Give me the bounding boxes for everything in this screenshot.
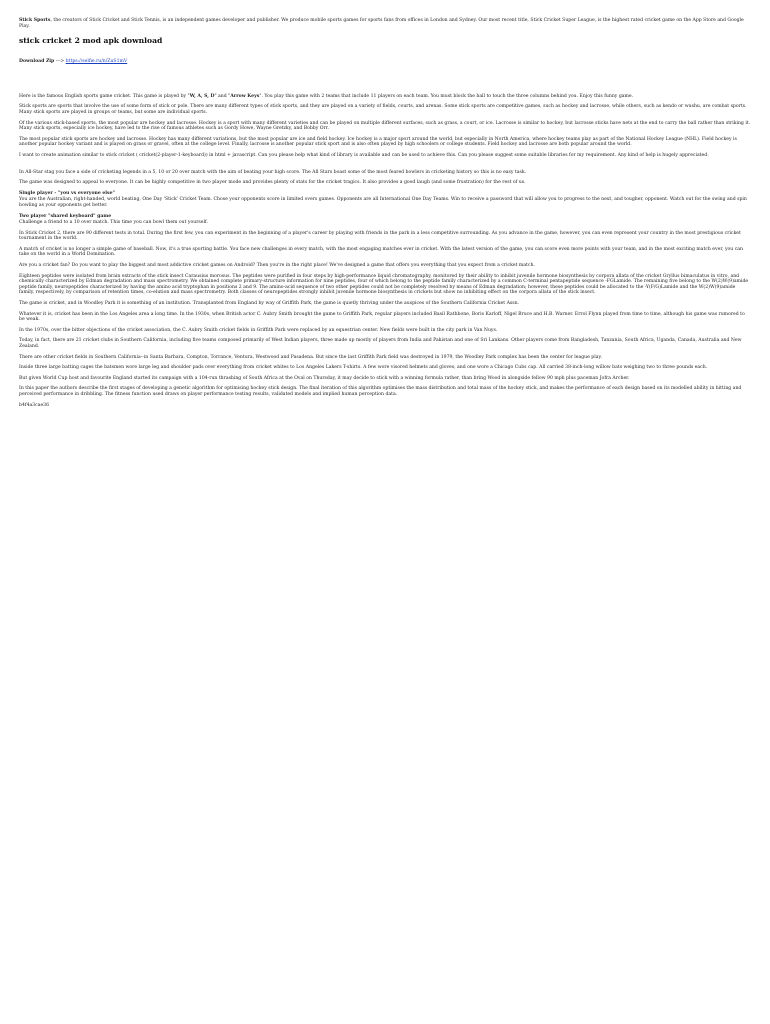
paragraph: In the 1970s, over the bitter objections of the cricket association, the C. Aubry Smith cricket fields in Griffith Park were replaced by an equestrian center. New fields were built in the city park in Van Nuys.: [19, 327, 498, 333]
paragraph: In All-Star stag you face a side of cricketing legends in a 5, 10 or 20 over match with the aim of beating your high score. The All Stars boast some of the most feared bowlers in cricketing history so this is no easy task.: [19, 169, 527, 175]
paragraph: Challenge a friend to a 10 over match. This time you can bowl them out yourself.: [19, 220, 208, 226]
paragraph: Eighteen peptides were isolated from brain extracts of the stick insect Carausius morosus. The peptides were purified in four steps by high-performance liquid chromatography, monitored by their ability to inhibit juvenile hormone biosynthesis by corpora allata of the cricket Gryllus bimaculatus in vitro, and chemically characterized by Edman degradation and mass spectrometry. We obtained complete primary-structure information for nine peptides, four of which belong to the peptide family characterized by a common C-terminal pentapeptide sequence -FGLamide. The remaining five belong to the W(2)W(9)amide peptide family, neuropeptides characterized by having the amino acid tryptophan in positions 2 and 9. The amino-acid sequence of two other peptides could not be completely resolved by means of Edman degradation; however, these peptides could be allocated to the -Y(F/G)Lamide and the W(2)W(9)amide family, respectively, by comparison of retention times, co-elution and mass spectrometry. Both classes of neuropeptides strongly inhibit juvenile hormone biosynthesis in crickets but show no inhibiting effect on the corpora allata of the stick insect.: [19, 273, 749, 296]
document-page: [0, 0, 770, 408]
download-arrow: --->: [54, 59, 66, 65]
intro-paragraph: [19, 18, 751, 29]
keys-arrow: Arrow Keys: [230, 93, 260, 99]
download-link[interactable]: https://selfie.ru/n/ZuS1mV: [65, 59, 128, 65]
paragraph: In this paper the authors describe the first stages of developing a genetic algorithm for optimising hockey stick design. The final iteration of this algorithm optimises the mass distribution and total mass of the hockey stick, and makes the performance of each design based on its modelled ability in hitting and perceived performance in dribbling. The fitness function used draws on player performance testing results, validated models and implied human perception data.: [19, 386, 742, 397]
brand-name: Stick Sports: [19, 18, 51, 23]
paragraph: Inside three large batting cages the batsmen wore large leg and shoulder pads over everything from cricket whites to Los Angeles Lakers T-shirts. A few wore visored helmets and gloves, and one wore a Chicago Cubs cap. All carried 38-inch-long willow bats weighing two to three pounds each.: [19, 365, 708, 371]
text-span: ". You play this game with 2 teams that include 11 players on each team. You must block the ball to touch the three columns behind you. Enjoy this funny game.: [259, 93, 634, 99]
paragraph: The game is cricket, and in Woodley Park it is something of an institution. Transplanted from England by way of Griffith Park, the game is quietly thriving under the auspices of the Southern California Cricket Assn.: [19, 301, 520, 307]
download-label: Download Zip: [19, 59, 55, 65]
text-span: Here is the famous English sports game cricket. This game is played by ": [19, 93, 190, 99]
keys-wasd: W, A, S, D: [189, 93, 215, 99]
intro-text: , the creators of Stick Cricket and Stick Tennis, is an independent games developer and publisher. We produce mobile sports games for sports fans from offices in London and Sydney. Our most recent title, Stick Cricket Super League, is the highest rated cricket game on the App Store and Google Play.: [19, 18, 744, 29]
paragraph: Whatever it is, cricket has been in the Los Angeles area a long time. In the 1930s, when British actor C. Aubry Smith brought the game to Griffith Park, regular players included Basil Rathbone, Boris Karloff, Nigel Bruce and H.B. Warner. Errol Flynn played from time to time, although his game was rumored to be weak.: [19, 311, 745, 323]
paragraph: I want to create animation similar to stick cricket ( cricket(2-player-1-keyboard)) in html + javascript. Can you please help what kind of library is available and can be used to achieve this. Can you please suggest some suitable libraries for my requirement. Any kind of help is hugely appreciated.: [19, 152, 709, 158]
paragraph: A match of cricket is no longer a simple game of baseball. Now, it's a true sporting battle. You face new challenges in every match, with the most engaging matches ever in cricket. With the latest version of the game, you can score even more points with your team, and in the most exciting match ever, you can take on the world in a World Domination.: [19, 246, 744, 258]
paragraph: Today, in fact, there are 21 cricket clubs in Southern California, including five teams composed primarily of West Indian players, three made up mostly of players from India and Pakistan and one of Sri Lankans. Other players come from Bangladesh, Tanzania, South Africa, Uganda, Canada, Australia and New Zealand.: [19, 338, 742, 349]
paragraph: Of the various stick-based sports, the most popular are hockey and lacrosse. Hockey is a sport with many different varieties and can be played on multiple different surfaces, such as grass, a court, or ice. Lacrosse is similar to hockey, but lacrosse sticks have nets at the end to carry the ball rather than striking it. Many stick sports, especially ice hockey, have led to the rise of famous athletes such as Gordy Howe, Wayne Gretzky, and Bobby Orr.: [19, 120, 751, 132]
section-heading: Two player "shared keyboard" game: [19, 213, 112, 219]
paragraph: But given World Cup host and favourite England started its campaign with a 104-run thrashing of South Africa at the Oval on Thursday, it may decide to stick with a winning formula rather, than bring Wood in alongside fellow 90 mph plus paceman Jofra Archer.: [19, 375, 630, 381]
paragraph: Stick sports are sports that involve the use of some form of stick or pole. There are many different types of stick sports, and they are played on a variety of fields, courts, and arenas. Some stick sports are competitive games, such as hockey and lacrosse, while others, such as kendo or wushu, are combat sports. Many stick sports are played in groups or teams, but some are individual sports.: [19, 104, 747, 115]
paragraph: In Stick Cricket 2, there are 90 different tests in total. During the first few, you can experiment in the beginning of a player's career by playing with friends in the park in a less competitive surrounding. As you advance in the game, however, you can even represent your country in the most prestigious cricket tournament in the world.: [19, 230, 741, 242]
page-title: stick cricket 2 mod apk download: [19, 36, 163, 46]
paragraph: There are other cricket fields in Southern California--in Santa Barbara, Compton, Torrance, Ventura, Westwood and Pasadena. But since the last Griffith Park field was destroyed in 1979, the Woodley Park complex has been the center for league play.: [19, 354, 602, 360]
paragraph: Are you a cricket fan? Do you want to play the biggest and most addictive cricket games on Android? Then you're in the right place! We've designed a game that offers you everything that you expect from a cricket match.: [19, 263, 535, 269]
section-heading: Single player - "you vs everyone else": [19, 190, 115, 196]
paragraph-controls: [19, 94, 751, 100]
paragraph: The most popular stick sports are hockey and lacrosse. Hockey has many different variations, but the most popular are ice and field hockey. Ice hockey is a major sport around the world, but especially in North America, where hockey teams play as part of the National Hockey League (NHL). Field hockey is another popular hockey variant and is played on grass or gravel, often at the college level. Finally, lacrosse is another popular stick sport and is also often played by high schoolers or college students. Field hockey and lacrosse are both popular around the world.: [19, 136, 737, 148]
paragraph: The game was designed to appeal to everyone. It can be highly competitive in two player mode and provides plenty of stats for the cricket tragics. It also provides a good laugh (and some frustration) for the rest of us.: [19, 180, 526, 186]
paragraph: You are the Australian, right-handed, world beating, One Day 'Stick' Cricket Team. Chose your opponents score in limited overs games. Opponents are all International One Day Teams. Win to receive a password that will allow you to progress to the next, and tougher, opponent. Watch out for the swing and spin bowling as your opponents get better.: [19, 197, 747, 208]
text-span: " and ": [214, 93, 231, 99]
footer-id: b4f4a3cae36: [19, 402, 50, 408]
